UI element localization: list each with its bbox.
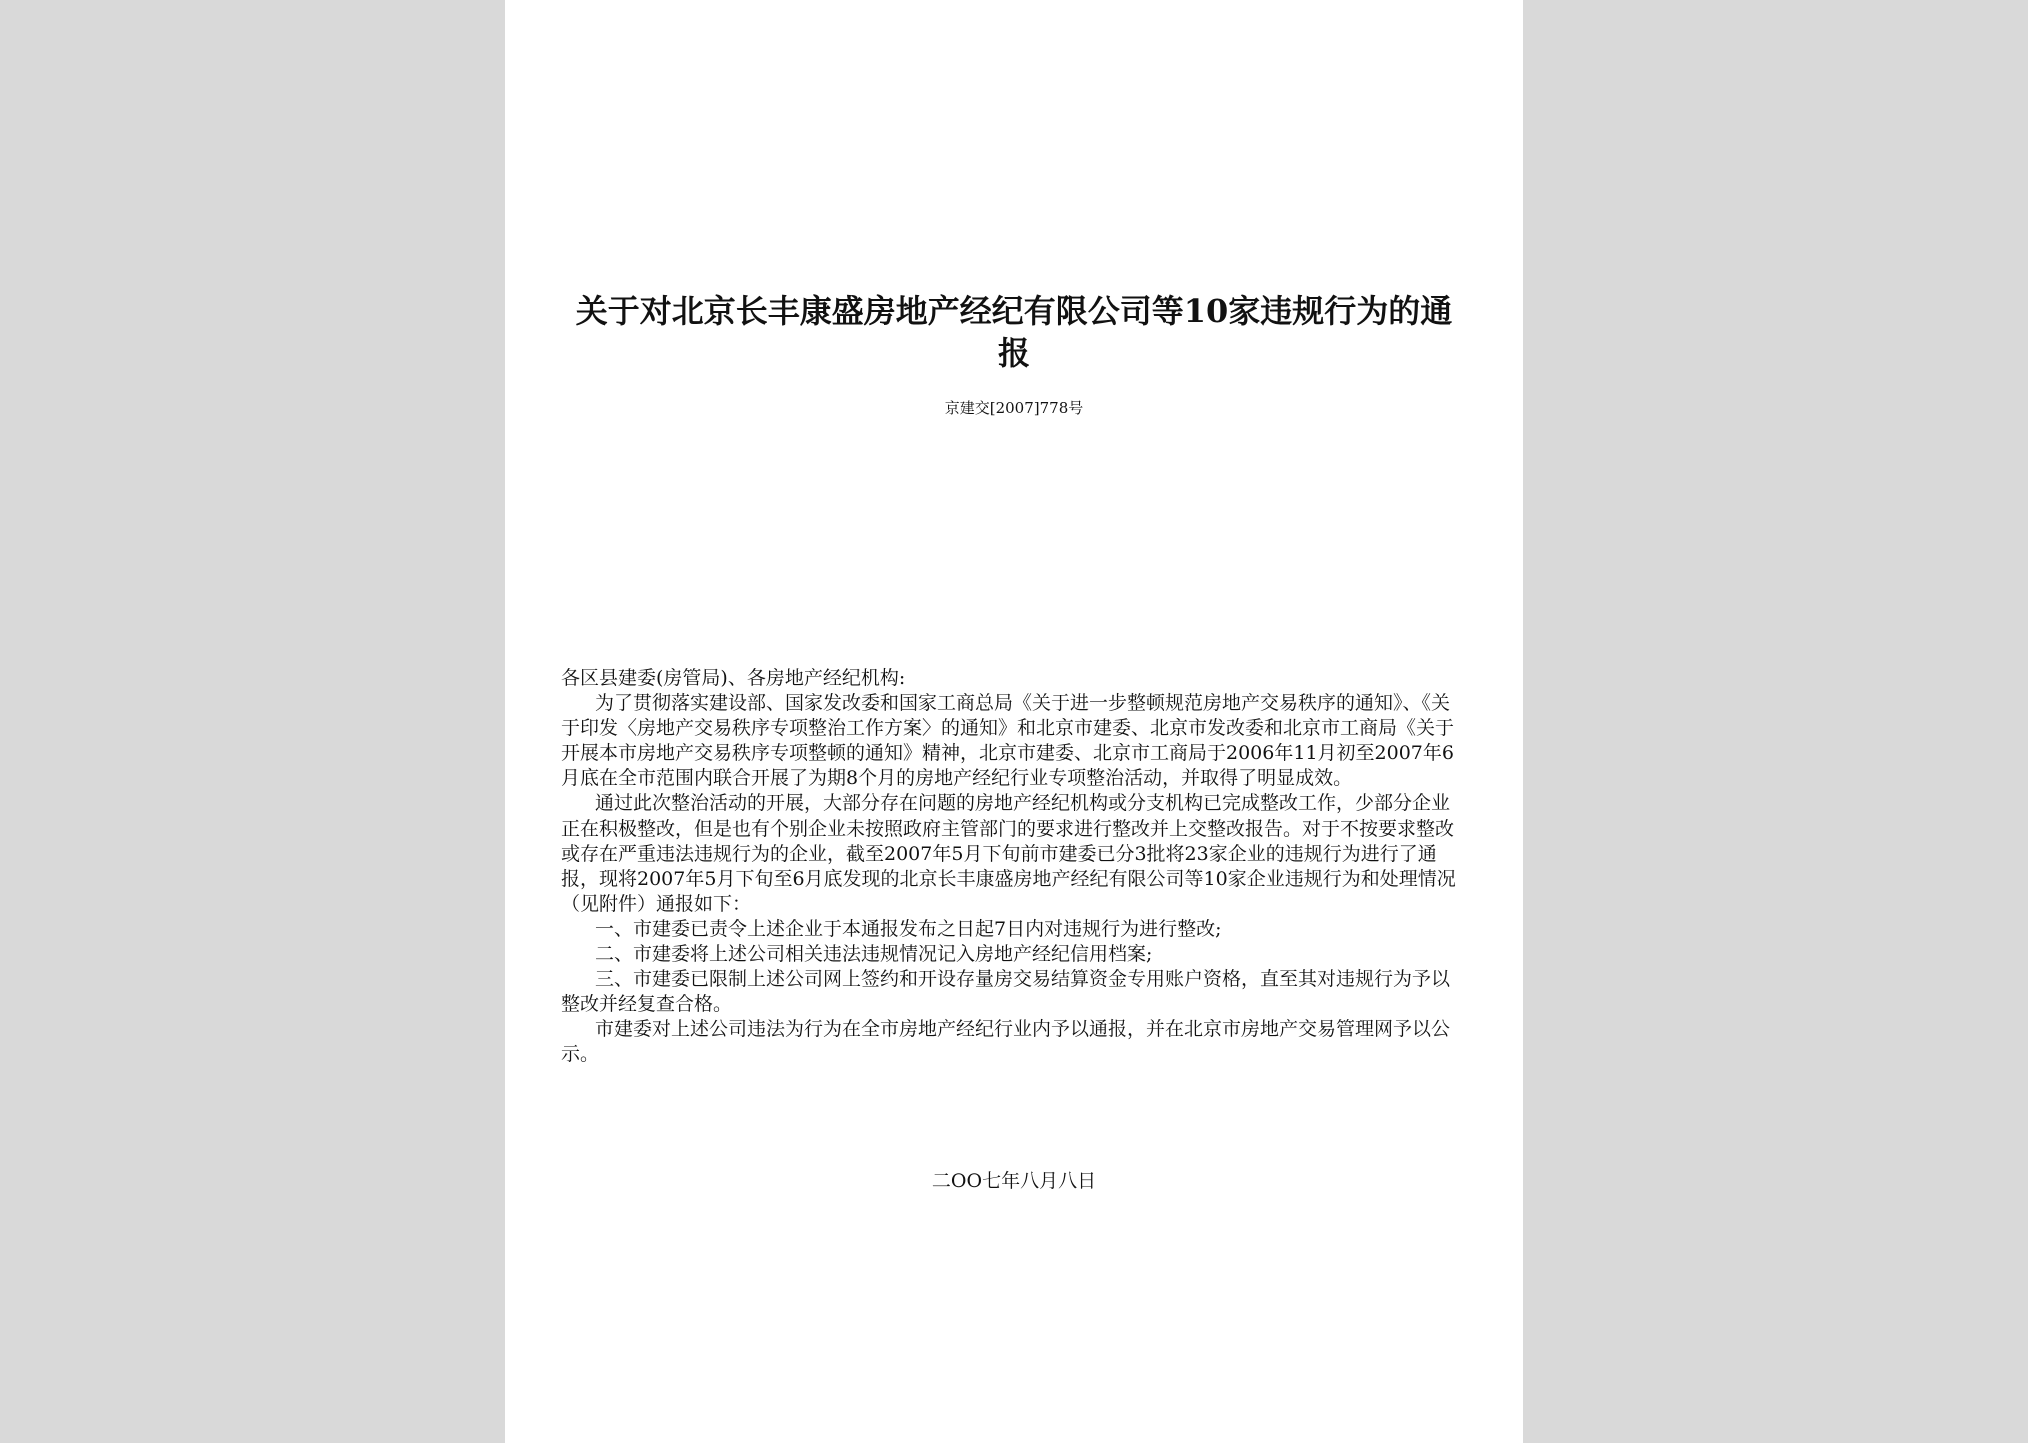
document-page <box>505 0 1523 1443</box>
paragraph-2: 通过此次整治活动的开展，大部分存在问题的房地产经纪机构或分支机构已完成整改工作，少部分企业正在积极整改，但是也有个别企业未按照政府主管部门的要求进行整改并上交整改报告。对于不按要求整改或存在严重违法违规行为的企业，截至2007年5月下旬前市建委已分3批将23家企业的违规行为进行了通报，现将2007年5月下旬至6月底发现的北京长丰康盛房地产经纪有限公司等10家企业违规行为和处理情况（见附件）通报如下： <box>561 792 1456 915</box>
document-title: 关于对北京长丰康盛房地产经纪有限公司等10家违规行为的通报 <box>575 292 1453 372</box>
paragraph-6: 市建委对上述公司违法为行为在全市房地产经纪行业内予以通报，并在北京市房地产交易管理网予以公示。 <box>561 1018 1451 1066</box>
document-body <box>561 666 1467 1068</box>
paragraph-3: 一、市建委已责令上述企业于本通报发布之日起7日内对违规行为进行整改; <box>595 917 1222 940</box>
salutation: 各区县建委(房管局)、各房地产经纪机构: <box>561 667 906 689</box>
document-date: 二OO七年八月八日 <box>931 1170 1097 1192</box>
document-number: 京建交[2007]778号 <box>944 399 1084 417</box>
paragraph-5: 三、市建委已限制上述公司网上签约和开设存量房交易结算资金专用账户资格，直至其对违规行为予以整改并经复查合格。 <box>561 968 1451 1016</box>
paragraph-4: 二、市建委将上述公司相关违法违规情况记入房地产经纪信用档案; <box>595 943 1153 966</box>
paragraph-1: 为了贯彻落实建设部、国家发改委和国家工商总局《关于进一步整顿规范房地产交易秩序的通知》、《关于印发〈房地产交易秩序专项整治工作方案〉的通知》和北京市建委、北京市发改委和北京市工商局《关于开展本市房地产交易秩序专项整顿的通知》精神，北京市建委、北京市工商局于2006年11月初至2007年6月底在全市范围内联合开展了为期8个月的房地产经纪行业专项整治活动，并取得了明显成效。 <box>561 692 1455 790</box>
